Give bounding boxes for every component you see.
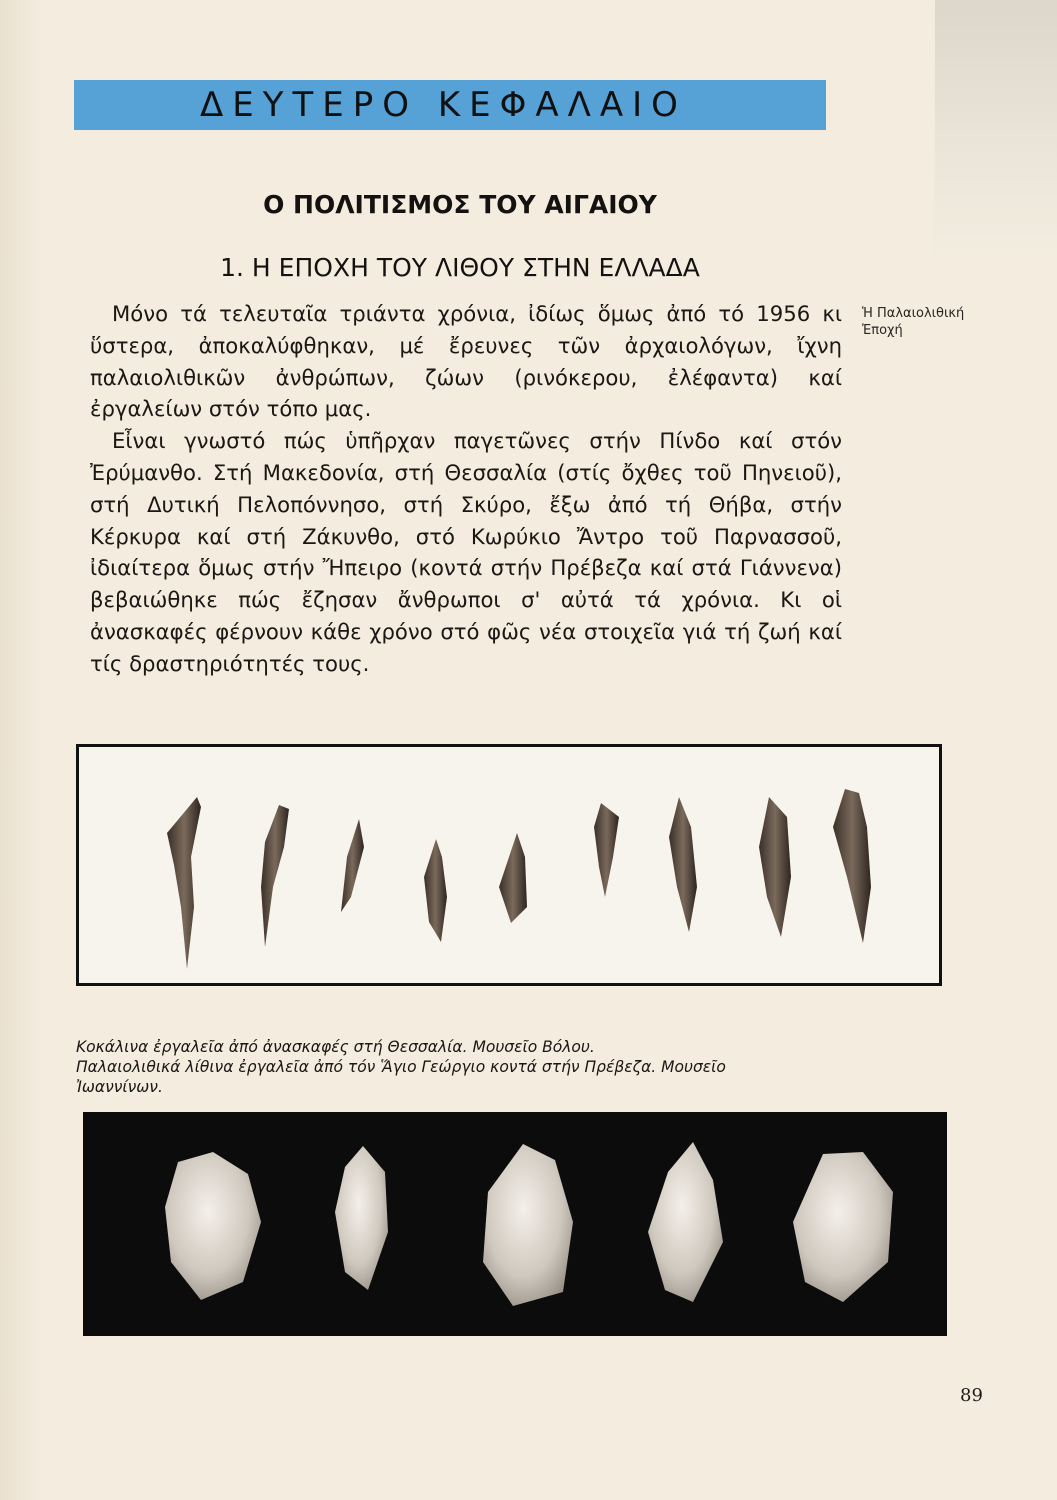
chapter-title: Ο ΠΟΛΙΤΙΣΜΟΣ ΤΟΥ ΑΙΓΑΙΟΥ <box>263 190 657 219</box>
paragraph: Μόνο τά τελευταῖα τριάντα χρόνια, ἰδίως ὅμως ἀπό τό 1956 κι ὕστερα, ἀποκαλύφθηκαν, μέ ἔρευνες τῶν ἀρχαιολόγων, ἴχνη παλαιολιθικῶν ἀνθρώπων, ζώων (ρινόκερου, ἐλέφαντα) καί ἐργαλείων στόν τόπο μας. <box>90 301 842 422</box>
caption-line: Ἰωαννίνων. <box>76 1078 163 1096</box>
stone-tool-1 <box>165 1152 261 1300</box>
bone-tools-illustration <box>79 747 939 983</box>
paragraph: Εἶναι γνωστό πώς ὑπῆρχαν παγετῶνες στήν Πίνδο καί στόν Ἐρύμανθο. Στή Μακεδονία, στή Θεσσαλία (στίς ὄχθες τοῦ Πηνειοῦ), στή Δυτική Πελοπόννησο, στή Σκύρο, ἔξω ἀπό τή Θήβα, στήν Κέρκυρα καί στή Ζάκυνθο, στό Κωρύκιο Ἄντρο τοῦ Παρνασσοῦ, ἰδιαίτερα ὅμως στήν Ἤπειρο (κοντά στήν Πρέβεζα καί στά Γιάννενα) βεβαιώθηκε πώς ἔζησαν ἄνθρωποι σ' αὐτά τά χρόνια. Κι οἱ ἀνασκαφές φέρνουν κάθε χρόνο στό φῶς νέα στοιχεῖα γιά τή ζωή καί τίς δραστηριότητές τους. <box>90 428 842 676</box>
stone-tools-illustration <box>83 1112 947 1336</box>
bone-tool-3 <box>341 819 364 912</box>
bone-tools-photo <box>76 744 942 986</box>
bone-tool-1 <box>167 797 201 969</box>
page-number: 89 <box>960 1385 983 1406</box>
page-gutter-shadow <box>935 0 1057 1500</box>
section-title: 1. Η ΕΠΟΧΗ ΤΟΥ ΛΙΘΟΥ ΣΤΗΝ ΕΛΛΑΔΑ <box>220 253 700 282</box>
stone-tool-3 <box>483 1144 573 1306</box>
bone-tool-9 <box>833 789 871 943</box>
stone-tools-photo <box>83 1112 947 1336</box>
bone-tool-7 <box>669 797 697 932</box>
caption-line: Παλαιολιθικά λίθινα ἐργαλεῖα ἀπό τόν Ἅγιο Γεώργιο κοντά στήν Πρέβεζα. Μουσεῖο <box>76 1058 726 1076</box>
chapter-banner <box>74 80 826 130</box>
bone-tool-6 <box>594 803 619 897</box>
stone-tool-5 <box>793 1152 893 1302</box>
chapter-banner-text: ΔΕΥΤΕΡΟ ΚΕΦΑΛΑΙΟ <box>200 85 687 125</box>
bone-tool-5 <box>499 833 527 923</box>
bone-tool-4 <box>424 839 447 942</box>
stone-tool-2 <box>335 1146 388 1290</box>
caption-line: Κοκάλινα ἐργαλεῖα ἀπό ἀνασκαφές στή Θεσσαλία. Μουσεῖο Βόλου. <box>76 1038 595 1056</box>
margin-note: Ἡ Παλαιολιθική Ἐποχή <box>862 306 965 338</box>
bone-tool-8 <box>759 797 791 937</box>
bone-tool-2 <box>261 805 289 947</box>
figure-caption <box>76 1037 866 1097</box>
body-text <box>90 298 842 680</box>
stone-tool-4 <box>648 1142 723 1302</box>
